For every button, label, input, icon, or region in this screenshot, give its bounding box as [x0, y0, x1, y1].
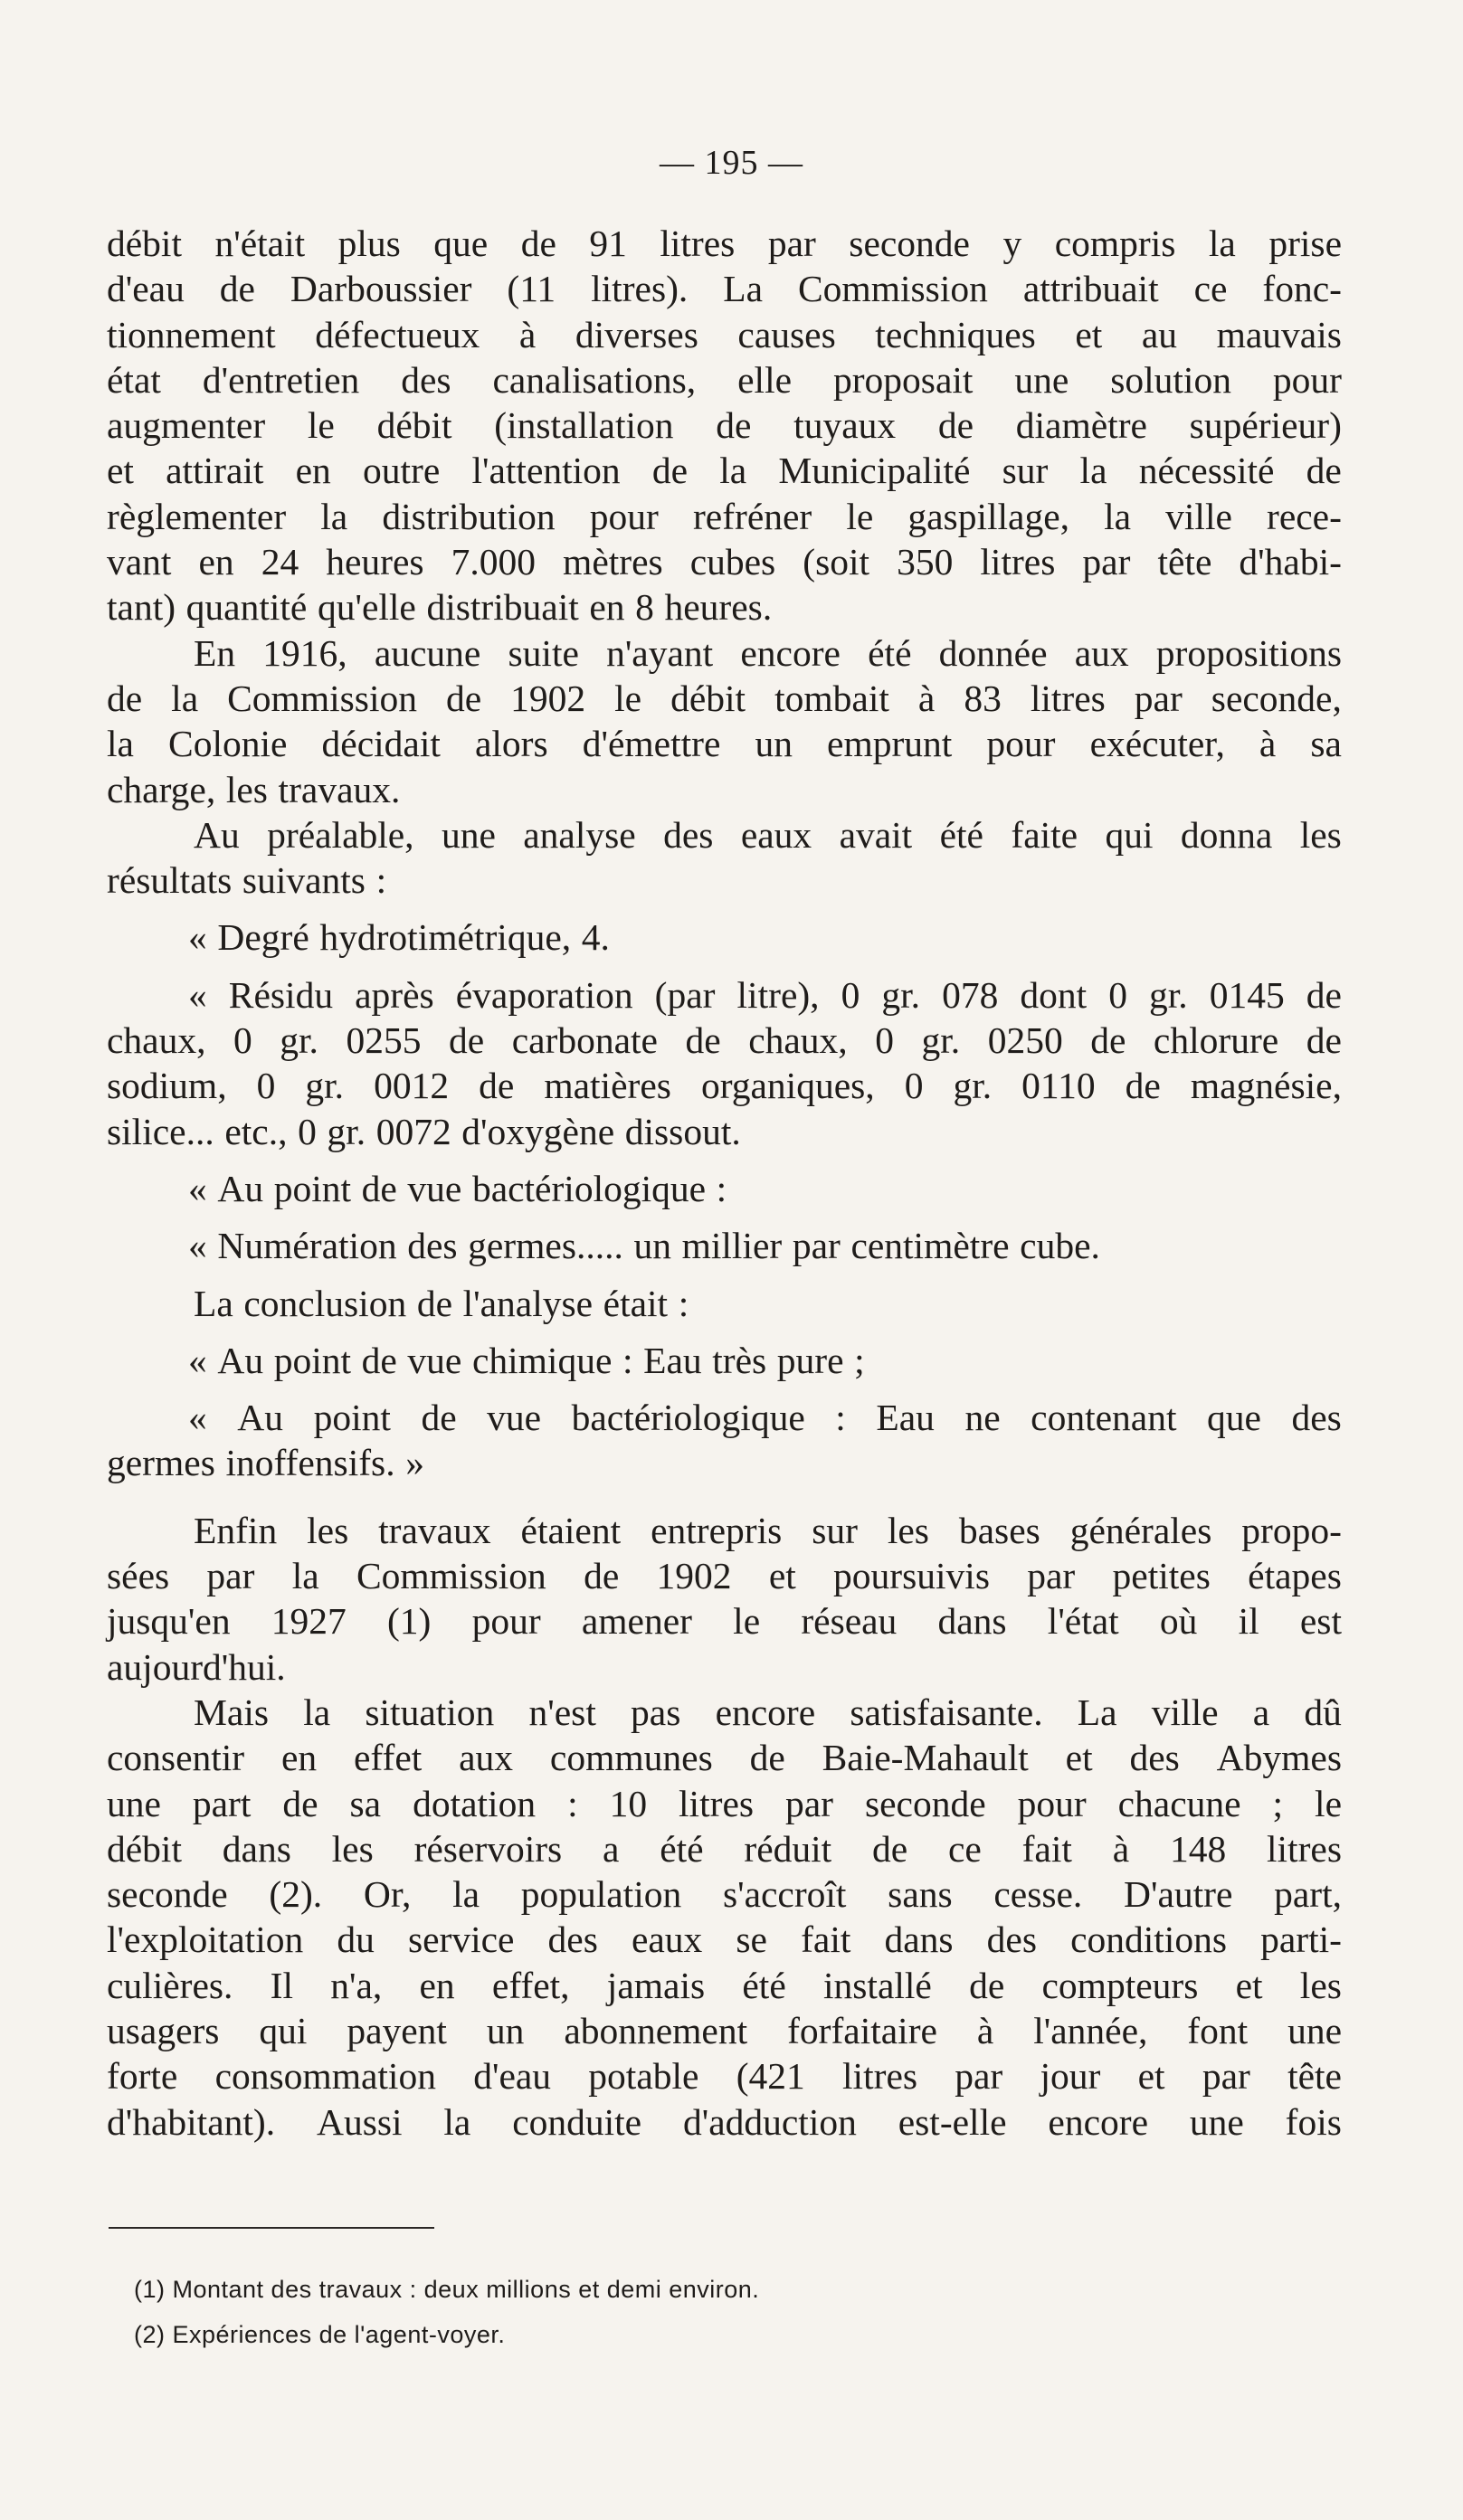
text-line: seconde (2). Or, la population s'accroît sans cesse. D'autre part, — [107, 1873, 1342, 1916]
text-line: sodium, 0 gr. 0012 de matières organiques, 0 gr. 0110 de magnésie, — [107, 1065, 1342, 1107]
page-number: — 195 — — [660, 144, 803, 182]
text-line: de la Commission de 1902 le débit tombait à 83 litres par seconde, — [107, 677, 1342, 719]
text-line: état d'entretien des canalisations, elle proposait une solution pour — [107, 358, 1342, 401]
text-line: « Degré hydrotimétrique, 4. — [188, 916, 610, 959]
text-line: l'exploitation du service des eaux se fait dans des conditions parti- — [107, 1918, 1342, 1961]
text-line: tionnement défectueux à diverses causes techniques et au mauvais — [107, 313, 1342, 355]
text-line: sées par la Commission de 1902 et poursuivis par petites étapes — [107, 1555, 1342, 1597]
text-line: d'eau de Darboussier (11 litres). La Commission attribuait ce fonc- — [107, 268, 1342, 310]
text-line: règlementer la distribution pour refréner le gaspillage, la ville rece- — [107, 495, 1342, 537]
text-line: Mais la situation n'est pas encore satisfaisante. La ville a dû — [194, 1691, 1342, 1733]
text-line: chaux, 0 gr. 0255 de carbonate de chaux, 0 gr. 0250 de chlorure de — [107, 1019, 1342, 1062]
text-line: « Au point de vue bactériologique : Eau ne contenant que des — [188, 1397, 1342, 1439]
text-line: vant en 24 heures 7.000 mètres cubes (soit 350 litres par tête d'habi- — [107, 541, 1342, 583]
text-line: usagers qui payent un abonnement forfaitaire à l'année, font une — [107, 2009, 1342, 2051]
text-line: jusqu'en 1927 (1) pour amener le réseau dans l'état où il est — [107, 1600, 1342, 1643]
text-line: débit dans les réservoirs a été réduit de ce fait à 148 litres — [107, 1827, 1342, 1870]
text-line: d'habitant). Aussi la conduite d'adduction est-elle encore une fois — [107, 2100, 1342, 2143]
body-text — [107, 221, 1342, 2145]
text-line: augmenter le débit (installation de tuyaux de diamètre supérieur) — [107, 404, 1342, 447]
text-line: silice... etc., 0 gr. 0072 d'oxygène dissout. — [107, 1110, 741, 1152]
footnotes — [134, 2267, 759, 2357]
text-line: charge, les travaux. — [107, 768, 401, 810]
text-line: « Résidu après évaporation (par litre), 0 gr. 078 dont 0 gr. 0145 de — [188, 973, 1342, 1016]
text-line: et attirait en outre l'attention de la Municipalité sur la nécessité de — [107, 450, 1342, 492]
text-line: la Colonie décidait alors d'émettre un emprunt pour exécuter, à sa — [107, 723, 1342, 765]
footnote-1: (1) Montant des travaux : deux millions et demi environ. — [134, 2276, 760, 2303]
text-line: culières. Il n'a, en effet, jamais été installé de compteurs et les — [107, 1964, 1342, 2006]
text-line: Enfin les travaux étaient entrepris sur les bases générales propo- — [194, 1509, 1342, 1551]
text-line: une part de sa dotation : 10 litres par seconde pour chacune ; le — [107, 1782, 1342, 1824]
text-line: forte consommation d'eau potable (421 litres par jour et par tête — [107, 2055, 1342, 2098]
text-line: « Au point de vue chimique : Eau très pure ; — [188, 1339, 865, 1381]
footnote-2: (2) Expériences de l'agent-voyer. — [134, 2321, 506, 2348]
text-line: tant) quantité qu'elle distribuait en 8 heures. — [107, 586, 773, 629]
text-line: « Numération des germes..... un millier par centimètre cube. — [188, 1225, 1100, 1267]
text-line: aujourd'hui. — [107, 1645, 286, 1688]
text-line: consentir en effet aux communes de Baie-Mahault et des Abymes — [107, 1737, 1342, 1779]
text-line: Au préalable, une analyse des eaux avait été faite qui donna les — [194, 813, 1342, 856]
text-line: En 1916, aucune suite n'ayant encore été donnée aux propositions — [194, 631, 1342, 674]
text-line: germes inoffensifs. » — [107, 1442, 424, 1484]
text-line: « Au point de vue bactériologique : — [188, 1167, 727, 1209]
text-line: résultats suivants : — [107, 859, 387, 902]
text-line: débit n'était plus que de 91 litres par seconde y compris la prise — [107, 223, 1342, 264]
footnote-separator — [109, 2227, 434, 2229]
text-line: La conclusion de l'analyse était : — [194, 1282, 689, 1324]
